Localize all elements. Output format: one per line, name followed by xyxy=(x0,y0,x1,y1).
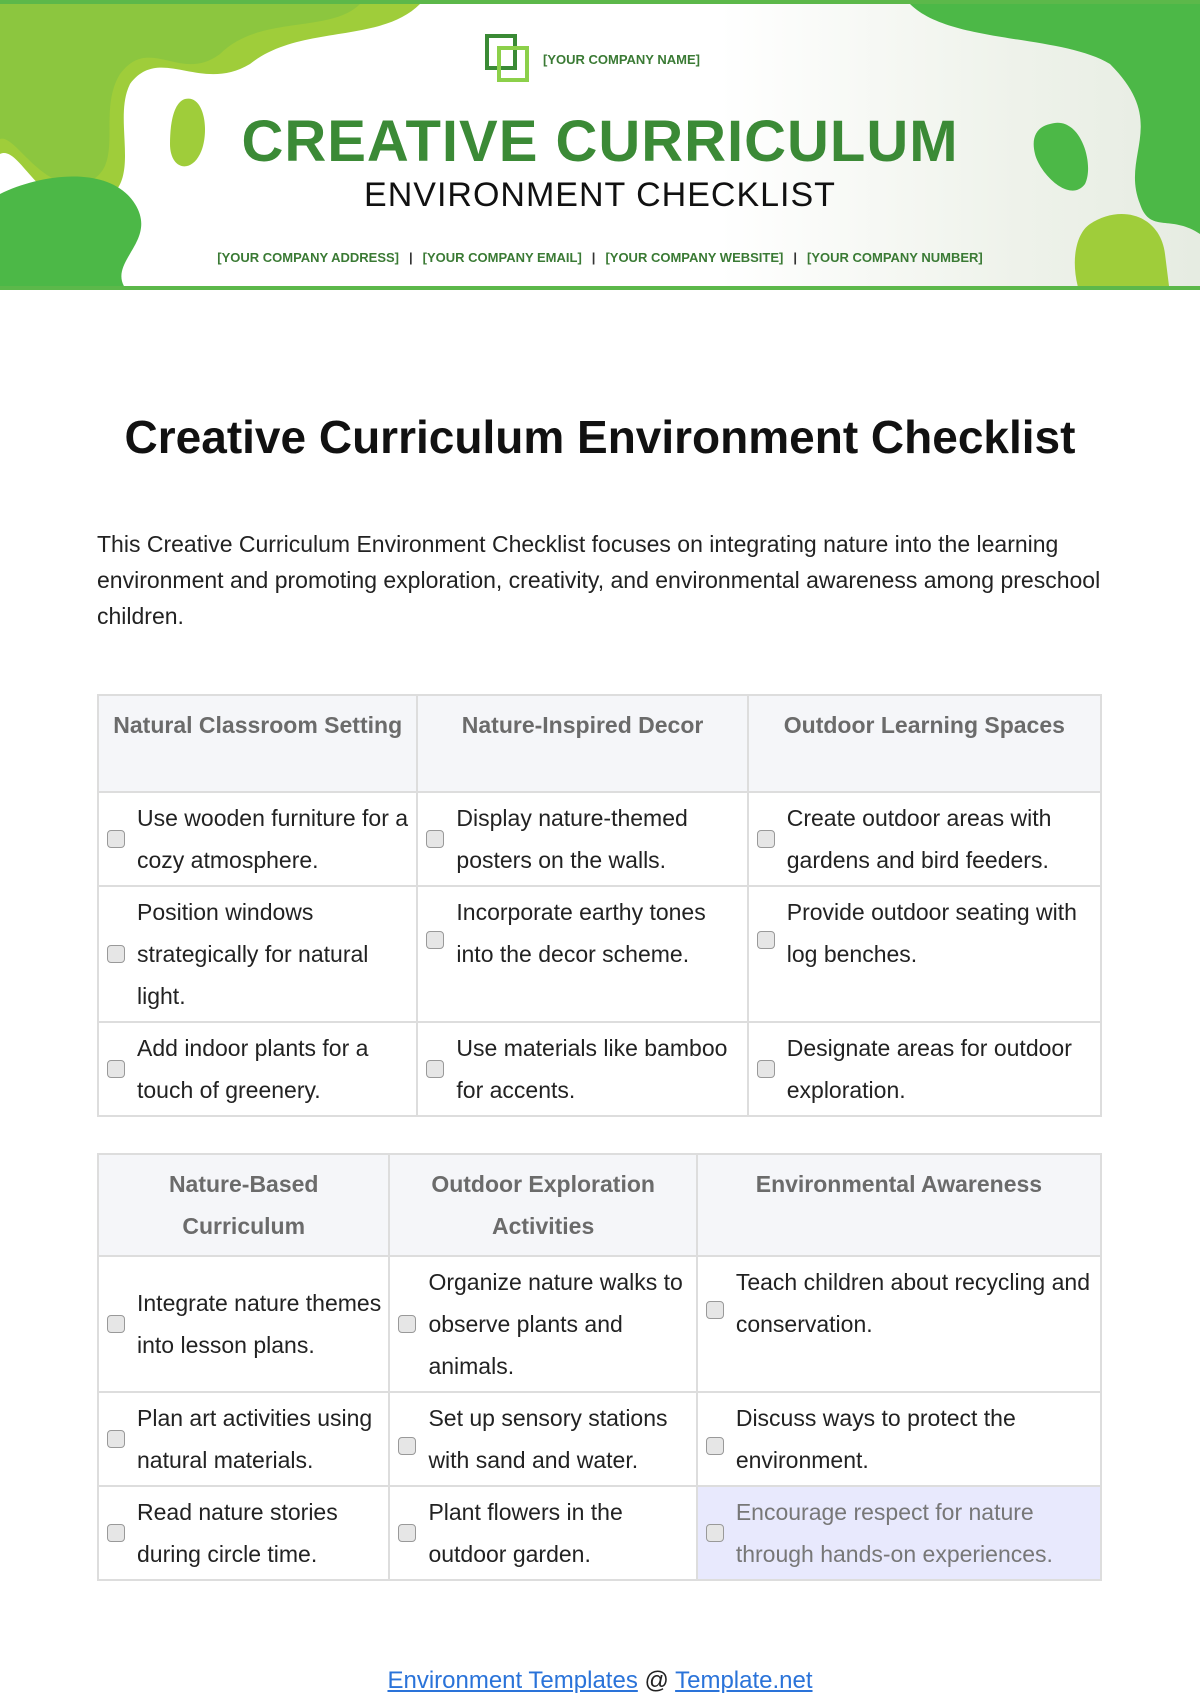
item-label: Set up sensory stations with sand and water. xyxy=(428,1405,668,1473)
table-header-row xyxy=(98,1154,1101,1256)
checkbox[interactable] xyxy=(426,830,444,848)
column-header: Environmental Awareness xyxy=(697,1154,1101,1256)
column-header: Outdoor Learning Spaces xyxy=(748,695,1101,792)
checkbox[interactable] xyxy=(107,945,125,963)
checklist-item xyxy=(697,1256,1101,1392)
checkbox[interactable] xyxy=(426,1060,444,1078)
item-label: Designate areas for outdoor exploration. xyxy=(786,1035,1072,1103)
checklist-item-highlighted xyxy=(697,1486,1101,1580)
contact-line xyxy=(0,250,1200,265)
company-number: [YOUR COMPANY NUMBER] xyxy=(807,250,983,265)
checkbox[interactable] xyxy=(757,931,775,949)
column-header: Nature-Inspired Decor xyxy=(417,695,747,792)
intro-paragraph: This Creative Curriculum Environment Checklist focuses on integrating nature into the learning environment and promoting exploration, creativity, and environmental awareness among preschool children. xyxy=(97,531,1101,629)
checkbox[interactable] xyxy=(398,1437,416,1455)
company-website: [YOUR COMPANY WEBSITE] xyxy=(605,250,784,265)
checklist-table-2 xyxy=(97,1153,1102,1581)
table-row xyxy=(98,792,1101,886)
item-label: Add indoor plants for a touch of greenery. xyxy=(137,1035,369,1103)
banner-title: CREATIVE CURRICULUM xyxy=(241,109,959,174)
checkbox[interactable] xyxy=(706,1301,724,1319)
checklist-item xyxy=(389,1256,696,1392)
checklist-item xyxy=(697,1392,1101,1486)
item-label: Plan art activities using natural materials. xyxy=(137,1405,373,1473)
column-header: Natural Classroom Setting xyxy=(98,695,417,792)
checklist-item xyxy=(748,1022,1101,1116)
item-label: Display nature-themed posters on the walls. xyxy=(456,805,688,873)
checklist-item xyxy=(98,886,417,1022)
at-sign: @ xyxy=(644,1667,669,1694)
header-banner xyxy=(0,0,1200,290)
checklist-item xyxy=(389,1486,696,1580)
banner-subtitle: ENVIRONMENT CHECKLIST xyxy=(364,176,836,214)
checkbox[interactable] xyxy=(107,1060,125,1078)
table-row xyxy=(98,1022,1101,1116)
item-label: Use wooden furniture for a cozy atmosphere. xyxy=(137,805,409,873)
footer xyxy=(0,1667,1200,1695)
table-row xyxy=(98,886,1101,1022)
checklist-table-1 xyxy=(97,694,1102,1117)
checkbox[interactable] xyxy=(757,830,775,848)
company-email: [YOUR COMPANY EMAIL] xyxy=(422,250,582,265)
separator: | xyxy=(591,250,596,265)
item-label: Incorporate earthy tones into the decor scheme. xyxy=(456,899,706,967)
table-row xyxy=(98,1392,1101,1486)
item-label: Create outdoor areas with gardens and bird feeders. xyxy=(786,805,1052,873)
item-label: Read nature stories during circle time. xyxy=(137,1499,338,1567)
item-label: Teach children about recycling and conservation. xyxy=(735,1269,1090,1337)
separator: | xyxy=(409,250,413,265)
company-logo xyxy=(485,34,700,84)
column-header: Nature-Based Curriculum xyxy=(98,1154,389,1256)
checkbox[interactable] xyxy=(426,931,444,949)
item-label: Organize nature walks to observe plants and animals. xyxy=(428,1269,683,1379)
table-header-row xyxy=(98,695,1101,792)
checklist-item xyxy=(98,1022,417,1116)
item-label: Position windows strategically for natural light. xyxy=(137,899,369,1009)
item-label: Plant flowers in the outdoor garden. xyxy=(428,1499,623,1567)
page-title: Creative Curriculum Environment Checklist xyxy=(124,411,1076,463)
checkbox[interactable] xyxy=(757,1060,775,1078)
item-label: Encourage respect for nature through hands-on experiences. xyxy=(735,1499,1053,1567)
item-label: Integrate nature themes into lesson plans. xyxy=(137,1290,382,1358)
checkbox[interactable] xyxy=(107,1430,125,1448)
checklist-item xyxy=(98,1486,389,1580)
item-label: Use materials like bamboo for accents. xyxy=(456,1035,728,1103)
checklist-item xyxy=(98,792,417,886)
checkbox[interactable] xyxy=(398,1315,416,1333)
logo-icon xyxy=(485,34,535,84)
item-label: Discuss ways to protect the environment. xyxy=(735,1405,1016,1473)
checklist-item xyxy=(389,1392,696,1486)
column-header: Outdoor Exploration Activities xyxy=(389,1154,696,1256)
checklist-item xyxy=(417,886,747,1022)
checklist-item xyxy=(417,792,747,886)
template-net-link[interactable]: Template.net xyxy=(675,1667,813,1694)
company-name: [YOUR COMPANY NAME] xyxy=(543,51,700,67)
separator: | xyxy=(793,250,797,265)
item-label: Provide outdoor seating with log benches. xyxy=(786,899,1077,967)
checkbox[interactable] xyxy=(398,1524,416,1542)
checklist-item xyxy=(748,886,1101,1022)
checkbox[interactable] xyxy=(107,1315,125,1333)
checklist-item xyxy=(98,1392,389,1486)
company-address: [YOUR COMPANY ADDRESS] xyxy=(217,250,400,265)
checklist-item xyxy=(417,1022,747,1116)
checkbox[interactable] xyxy=(107,830,125,848)
checkbox[interactable] xyxy=(107,1524,125,1542)
environment-templates-link[interactable]: Environment Templates xyxy=(387,1667,638,1694)
checkbox[interactable] xyxy=(706,1524,724,1542)
table-row xyxy=(98,1256,1101,1392)
table-row xyxy=(98,1486,1101,1580)
checklist-item xyxy=(98,1256,389,1392)
checkbox[interactable] xyxy=(706,1437,724,1455)
checklist-item xyxy=(748,792,1101,886)
